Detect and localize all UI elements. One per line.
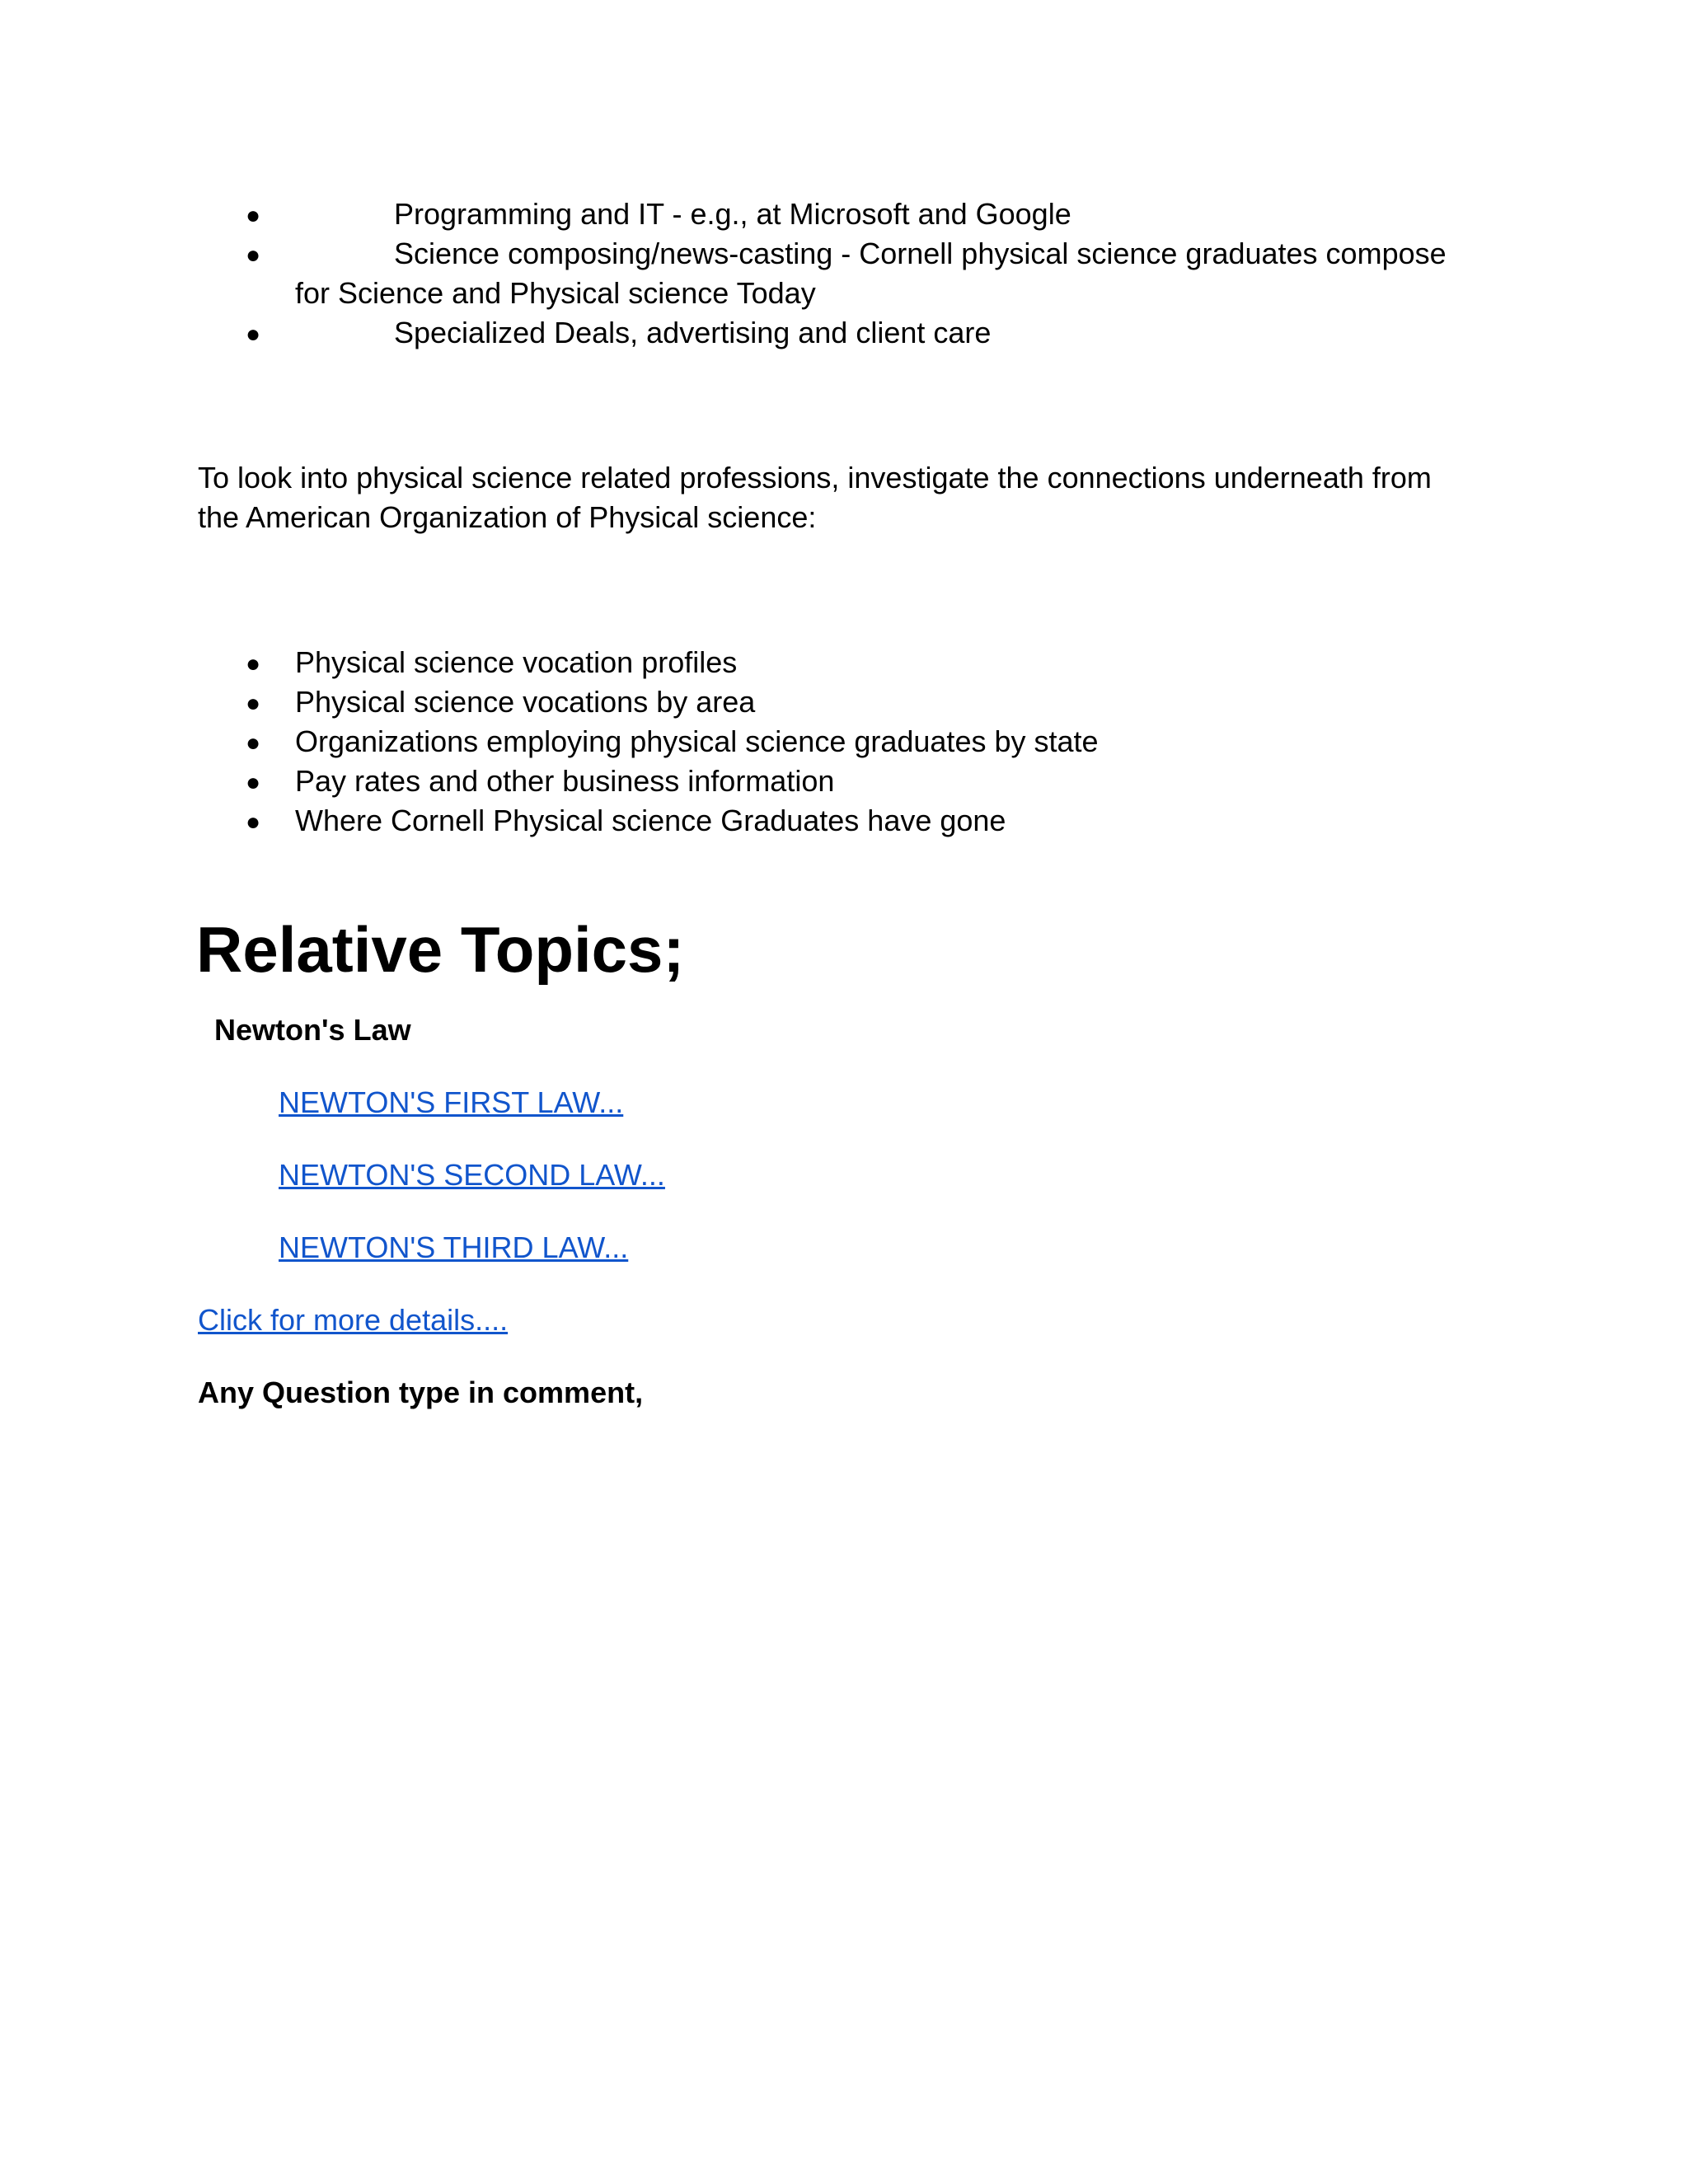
bullet-icon: ●	[246, 808, 261, 836]
career-item-science-writing: Science composing/news-casting - Cornell physical science graduates compose	[394, 237, 1447, 270]
career-item-programming: Programming and IT - e.g., at Microsoft and Google	[394, 197, 1071, 231]
career-item-sales: Specialized Deals, advertising and client care	[394, 316, 992, 349]
resource-item-organizations-by-state: Organizations employing physical science graduates by state	[295, 724, 1099, 758]
bullet-icon: ●	[246, 690, 261, 717]
bullet-icon: ●	[246, 241, 261, 269]
newtons-second-law-link[interactable]: NEWTON'S SECOND LAW...	[279, 1158, 665, 1192]
intro-paragraph-line-2: the American Organization of Physical science:	[198, 500, 817, 534]
newtons-law-subheading: Newton's Law	[214, 1013, 411, 1047]
resource-item-vocations-by-area: Physical science vocations by area	[295, 685, 756, 719]
newtons-first-law-link[interactable]: NEWTON'S FIRST LAW...	[279, 1085, 624, 1119]
bullet-icon: ●	[246, 321, 261, 348]
bullet-icon: ●	[246, 202, 261, 229]
comment-prompt: Any Question type in comment,	[198, 1376, 644, 1409]
bullet-icon: ●	[246, 729, 261, 757]
newtons-third-law-link[interactable]: NEWTON'S THIRD LAW...	[279, 1230, 629, 1264]
intro-paragraph-line-1: To look into physical science related professions, investigate the connections underneath from	[198, 461, 1432, 494]
resource-item-pay-rates: Pay rates and other business information	[295, 764, 835, 798]
bullet-icon: ●	[246, 650, 261, 677]
career-item-science-writing-continued: for Science and Physical science Today	[295, 276, 816, 310]
resource-item-graduate-destinations: Where Cornell Physical science Graduates have gone	[295, 804, 1006, 837]
more-details-link[interactable]: Click for more details....	[198, 1303, 509, 1337]
related-topics-heading: Relative Topics;	[196, 913, 685, 986]
resource-item-vocation-profiles: Physical science vocation profiles	[295, 645, 738, 679]
bullet-icon: ●	[246, 769, 261, 796]
